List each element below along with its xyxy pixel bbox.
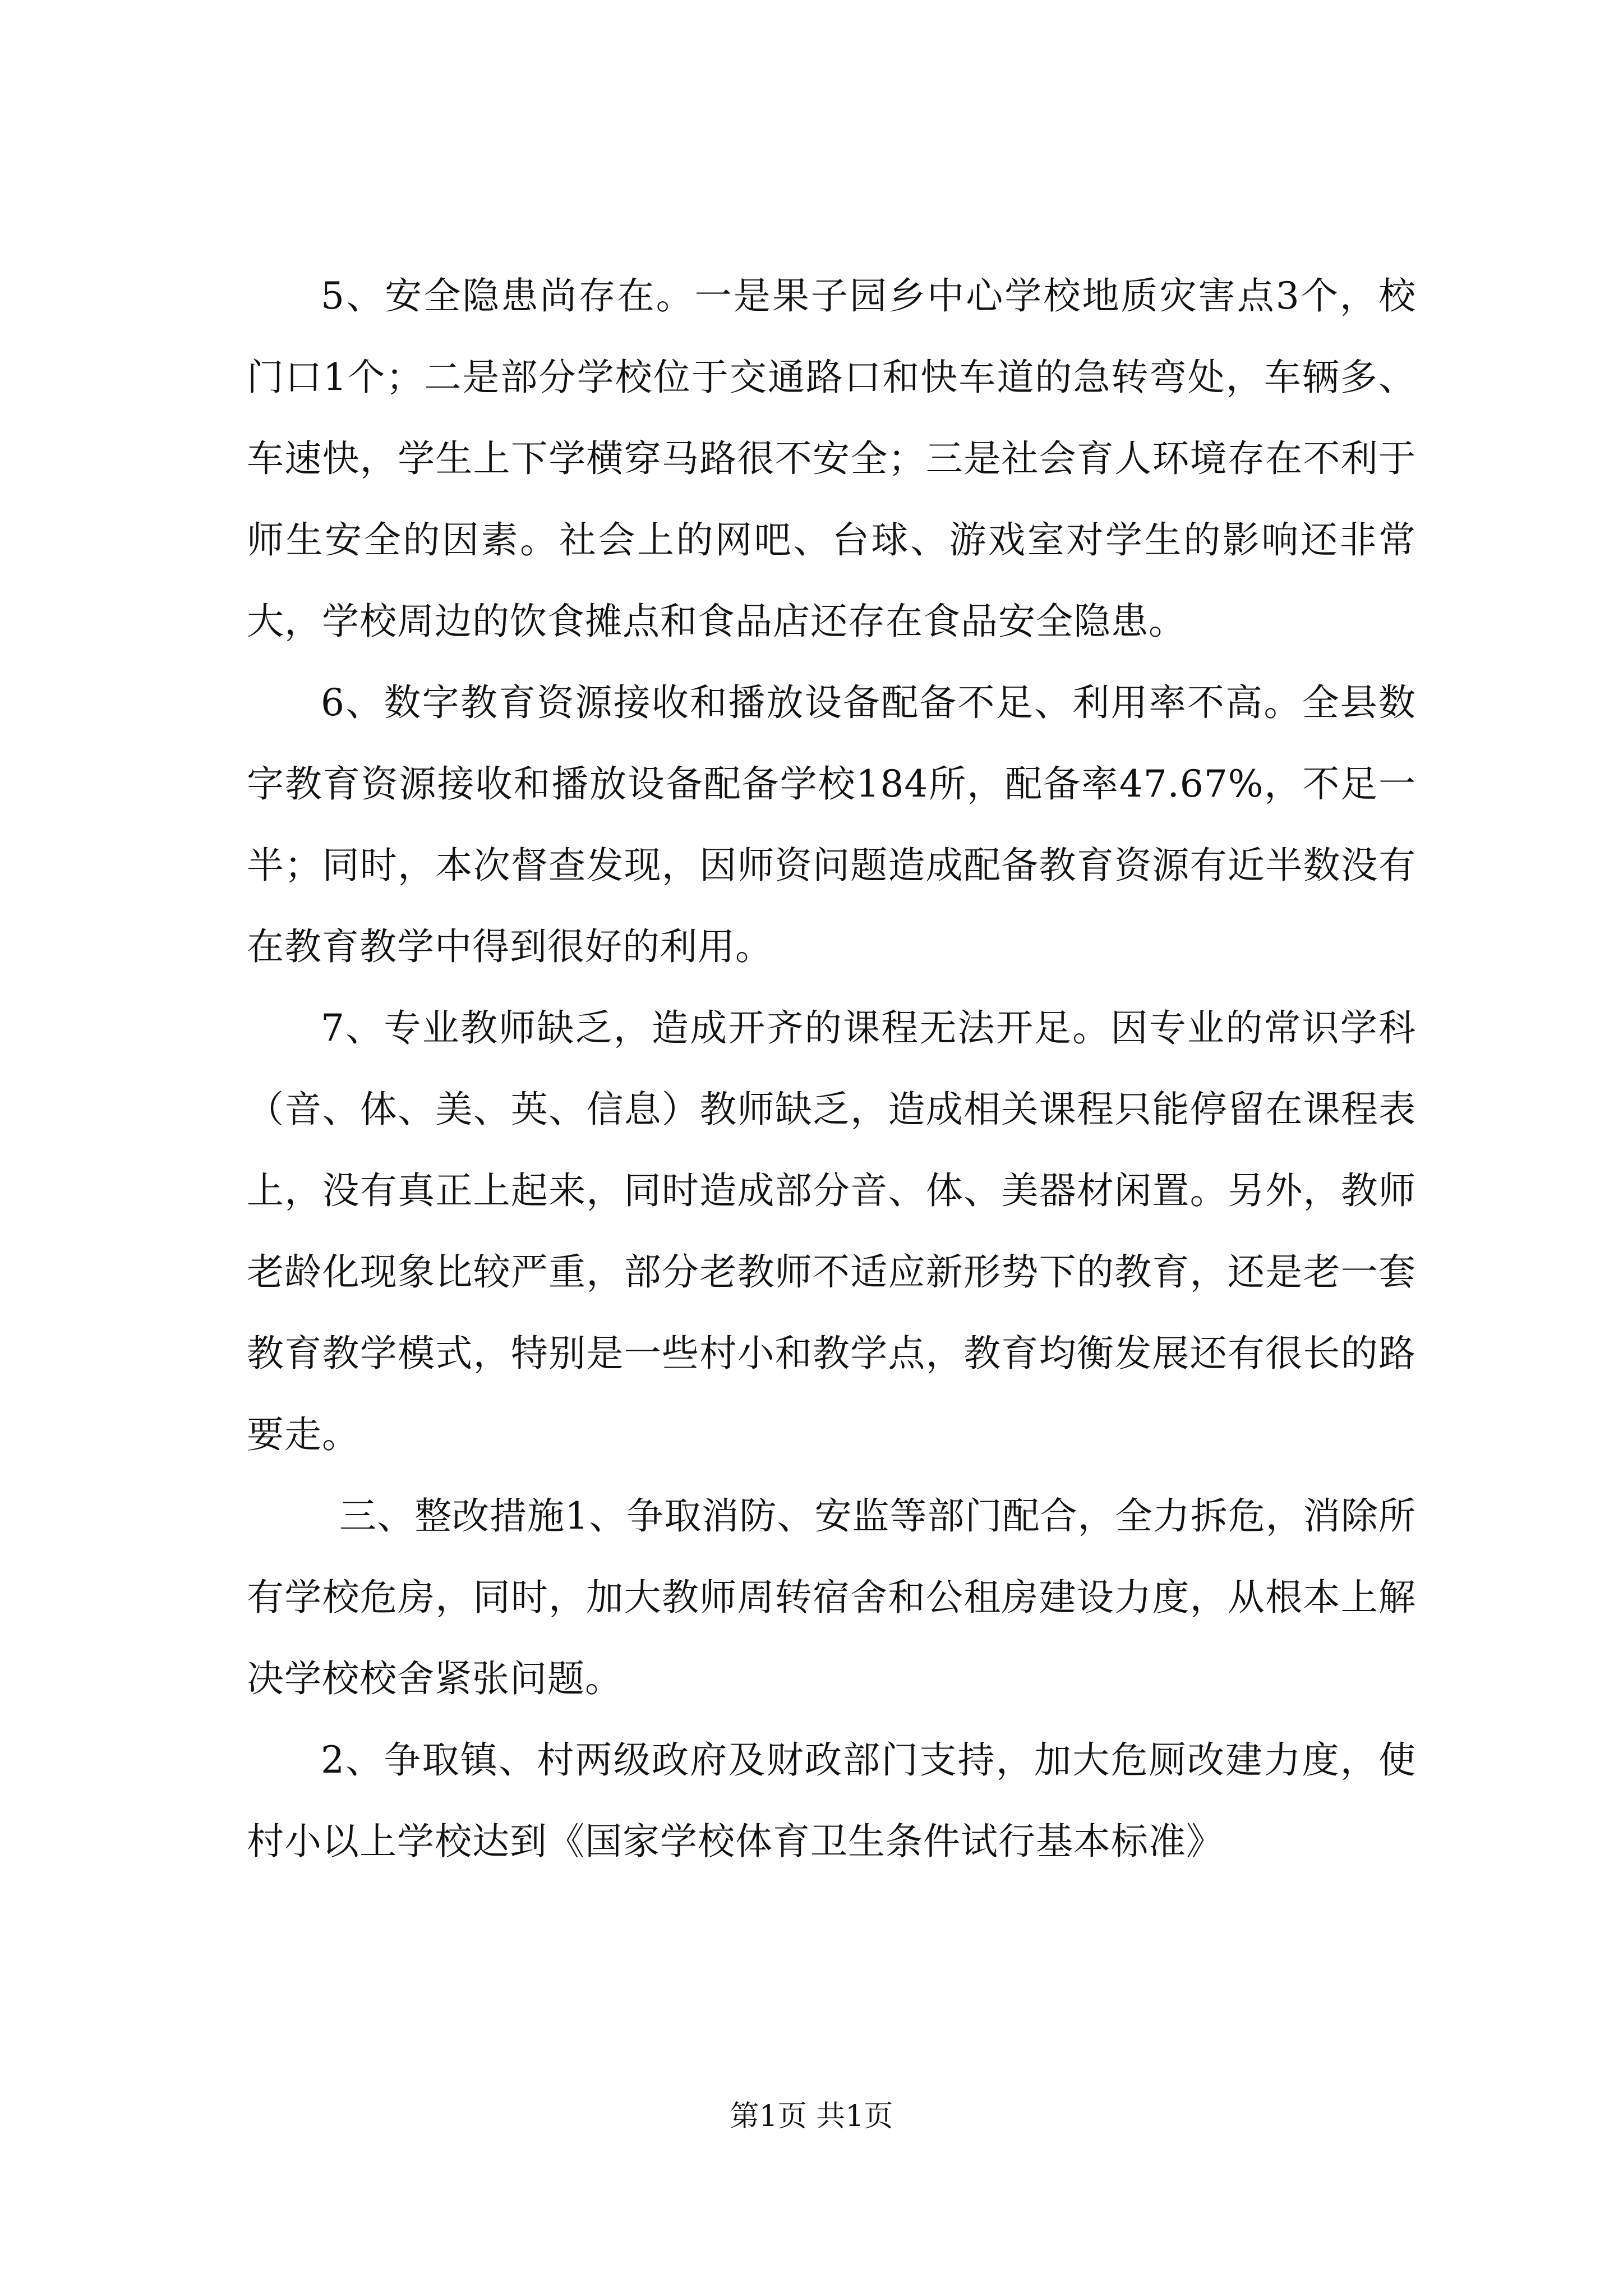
- document-body: [247, 255, 1416, 1882]
- paragraph-toilet-renovation: 2、争取镇、村两级政府及财政部门支持，加大危厕改建力度，使村小以上学校达到《国家学校体育卫生条件试行基本标准》: [247, 1738, 1416, 1863]
- paragraph-rectification-measures: 三、整改措施1、争取消防、安监等部门配合，全力拆危，消除所有学校危房，同时，加大教师周转宿舍和公租房建设力度，从根本上解决学校校舍紧张问题。: [247, 1494, 1416, 1700]
- paragraph-safety-hazards: 5、安全隐患尚存在。一是果子园乡中心学校地质灾害点3个，校门口1个；二是部分学校位于交通路口和快车道的急转弯处，车辆多、车速快，学生上下学横穿马路很不安全；三是社会育人环境存在不利于师生安全的因素。社会上的网吧、台球、游戏室对学生的影响还非常大，学校周边的饮食摊点和食品店还存在食品安全隐患。: [247, 274, 1416, 643]
- paragraph-digital-resources: 6、数字教育资源接收和播放设备配备不足、利用率不高。全县数字教育资源接收和播放设备配备学校184所，配备率47.67%，不足一半；同时，本次督查发现，因师资问题造成配备教育资源有近半数没有在教育教学中得到很好的利用。: [247, 681, 1416, 968]
- paragraph-teacher-shortage: 7、专业教师缺乏，造成开齐的课程无法开足。因专业的常识学科（音、体、美、英、信息）教师缺乏，造成相关课程只能停留在课程表上，没有真正上起来，同时造成部分音、体、美器材闲置。另外，教师老龄化现象比较严重，部分老教师不适应新形势下的教育，还是老一套教育教学模式，特别是一些村小和教学点，教育均衡发展还有很长的路要走。: [247, 1006, 1416, 1456]
- page-footer: 第1页 共1页: [730, 2100, 893, 2133]
